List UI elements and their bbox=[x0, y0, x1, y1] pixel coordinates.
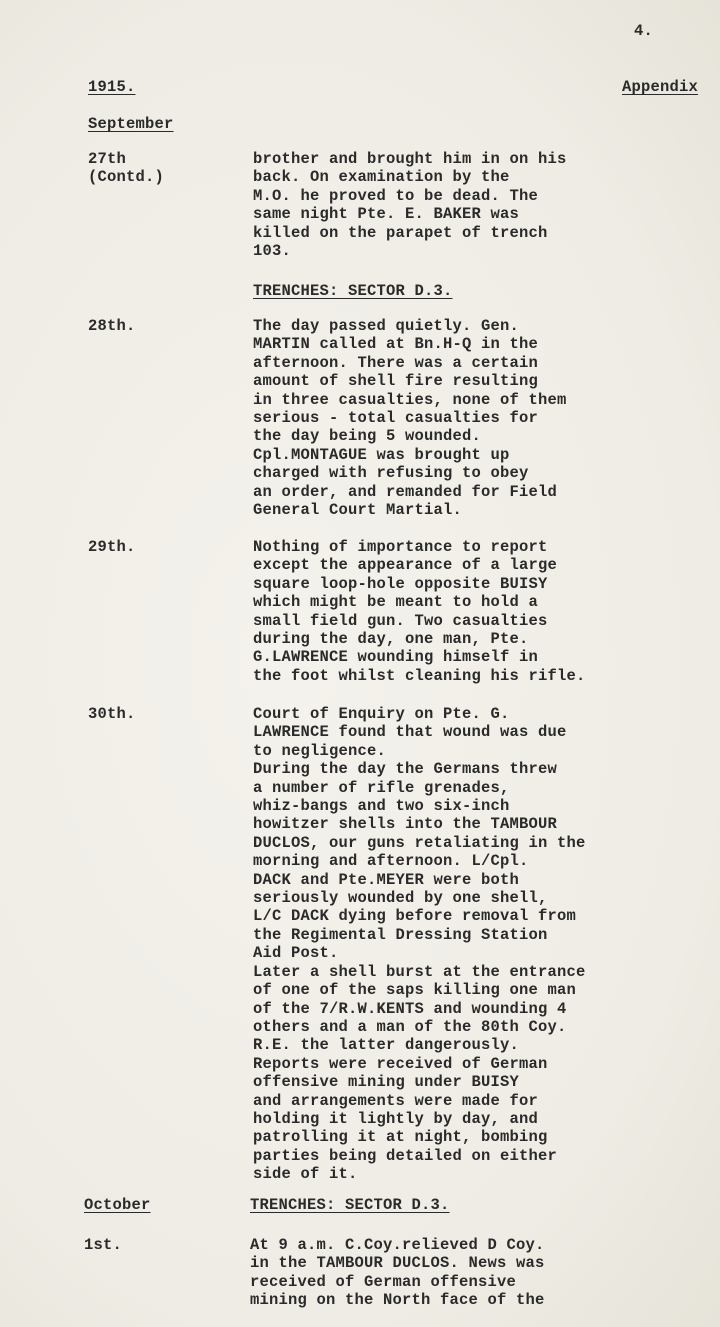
text-line: the foot whilst cleaning his rifle. bbox=[253, 666, 586, 685]
text-line: General Court Martial. bbox=[253, 501, 463, 520]
text-line: square loop-hole opposite BUISY bbox=[253, 574, 548, 593]
text-line: 103. bbox=[253, 242, 292, 261]
entry-date: 28th. bbox=[88, 317, 136, 335]
appendix-label: Appendix bbox=[622, 78, 699, 96]
text-line: parties being detailed on either bbox=[253, 1146, 558, 1165]
text-line: small field gun. Two casualties bbox=[253, 611, 548, 630]
entry-text bbox=[253, 705, 720, 1184]
text-line: and arrangements were made for bbox=[253, 1091, 539, 1110]
text-line: of one of the saps killing one man bbox=[253, 981, 577, 1000]
text-line: Cpl.MONTAGUE was brought up bbox=[253, 445, 510, 464]
text-line: Later a shell burst at the entrance bbox=[253, 962, 586, 981]
entry-date: 30th. bbox=[88, 705, 136, 723]
text-line: holding it lightly by day, and bbox=[253, 1109, 539, 1128]
text-line: DUCLOS, our guns retaliating in the bbox=[253, 833, 586, 852]
text-line: L/C DACK dying before removal from bbox=[253, 907, 577, 926]
text-line: the day being 5 wounded. bbox=[253, 427, 482, 446]
entry-text bbox=[253, 538, 720, 685]
entry-date: 29th. bbox=[88, 538, 136, 556]
text-line: MARTIN called at Bn.H-Q in the bbox=[253, 335, 539, 354]
text-line: LAWRENCE found that wound was due bbox=[253, 723, 567, 742]
text-line: in three casualties, none of them bbox=[253, 390, 567, 409]
text-line: others and a man of the 80th Coy. bbox=[253, 1017, 567, 1036]
text-line: back. On examination by the bbox=[253, 168, 510, 187]
text-line: The day passed quietly. Gen. bbox=[253, 317, 520, 335]
text-line: a number of rifle grenades, bbox=[253, 778, 510, 797]
text-line: whiz-bangs and two six-inch bbox=[253, 797, 510, 816]
text-line: same night Pte. E. BAKER was bbox=[253, 205, 520, 224]
text-line: patrolling it at night, bombing bbox=[253, 1128, 548, 1147]
entry-text bbox=[253, 317, 720, 519]
text-line: At 9 a.m. C.Coy.relieved D Coy. bbox=[250, 1236, 545, 1254]
text-line: in the TAMBOUR DUCLOS. News was bbox=[250, 1254, 545, 1273]
text-line: morning and afternoon. L/Cpl. bbox=[253, 852, 529, 871]
text-line: side of it. bbox=[253, 1165, 358, 1184]
text-line: during the day, one man, Pte. bbox=[253, 630, 529, 649]
text-line: Nothing of importance to report bbox=[253, 538, 548, 556]
text-line: DACK and Pte.MEYER were both bbox=[253, 870, 520, 889]
text-line: Reports were received of German bbox=[253, 1054, 548, 1073]
text-line: mining on the North face of the bbox=[250, 1291, 545, 1310]
month-september: September bbox=[88, 115, 174, 133]
text-line: seriously wounded by one shell, bbox=[253, 889, 548, 908]
text-line: amount of shell fire resulting bbox=[253, 372, 539, 391]
text-line: of the 7/R.W.KENTS and wounding 4 bbox=[253, 999, 567, 1018]
text-line: R.E. the latter dangerously. bbox=[253, 1036, 520, 1055]
year-heading: 1915. bbox=[88, 78, 136, 96]
text-line: afternoon. There was a certain bbox=[253, 353, 539, 372]
text-line: the Regimental Dressing Station bbox=[253, 925, 548, 944]
text-line: howitzer shells into the TAMBOUR bbox=[253, 815, 558, 834]
text-line: received of German offensive bbox=[250, 1272, 517, 1291]
text-line: except the appearance of a large bbox=[253, 556, 558, 575]
text-line: Aid Post. bbox=[253, 944, 339, 963]
text-line: charged with refusing to obey bbox=[253, 464, 529, 483]
text-line: M.O. he proved to be dead. The bbox=[253, 186, 539, 205]
entry-text bbox=[253, 150, 720, 260]
section-heading: TRENCHES: SECTOR D.3. bbox=[253, 282, 453, 300]
text-line: brother and brought him in on his bbox=[253, 150, 567, 168]
entry-date: 1st. bbox=[84, 1236, 123, 1254]
entry-date-contd: (Contd.) bbox=[88, 168, 165, 186]
section-heading: TRENCHES: SECTOR D.3. bbox=[250, 1196, 450, 1214]
text-line: killed on the parapet of trench bbox=[253, 223, 548, 242]
text-line: offensive mining under BUISY bbox=[253, 1073, 520, 1092]
text-line: which might be meant to hold a bbox=[253, 593, 539, 612]
text-line: G.LAWRENCE wounding himself in bbox=[253, 648, 539, 667]
entry-text bbox=[250, 1236, 720, 1310]
text-line: to negligence. bbox=[253, 741, 387, 760]
entry-date: 27th bbox=[88, 150, 127, 168]
text-line: an order, and remanded for Field bbox=[253, 482, 558, 501]
text-line: Court of Enquiry on Pte. G. bbox=[253, 705, 510, 723]
text-line: serious - total casualties for bbox=[253, 409, 539, 428]
month-october: October bbox=[84, 1196, 151, 1214]
text-line: During the day the Germans threw bbox=[253, 760, 558, 779]
page-number: 4. bbox=[634, 22, 654, 40]
